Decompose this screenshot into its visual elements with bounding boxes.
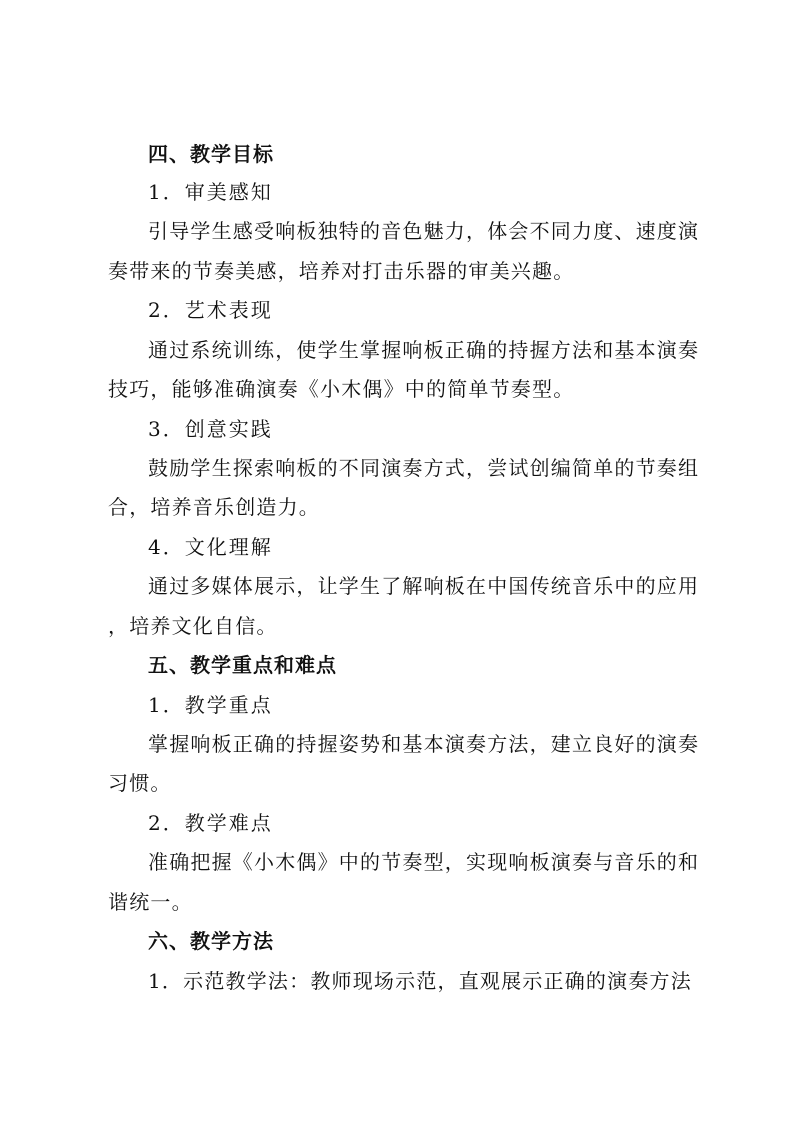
paragraph-line: 鼓励学生探索响板的不同演奏方式，尝试创编简单的节奏组	[148, 456, 700, 480]
subheading-cultural-understanding: 4．文化理解	[148, 535, 273, 559]
subheading-creative-practice: 3．创意实践	[148, 417, 273, 441]
paragraph-line: 合，培养音乐创造力。	[108, 495, 320, 519]
paragraph-line: 1．示范教学法：教师现场示范，直观展示正确的演奏方法	[148, 969, 692, 993]
paragraph-line: 准确把握《小木偶》中的节奏型，实现响板演奏与音乐的和	[148, 850, 700, 874]
subheading-difficulty: 2．教学难点	[148, 811, 273, 835]
paragraph-line: 掌握响板正确的持握姿势和基本演奏方法，建立良好的演奏	[148, 732, 700, 756]
subheading-aesthetic-perception: 1．审美感知	[148, 180, 273, 204]
paragraph-line: 引导学生感受响板独特的音色魅力，体会不同力度、速度演	[148, 219, 700, 243]
paragraph-line: 习惯。	[108, 771, 172, 795]
paragraph-line: 通过系统训练，使学生掌握响板正确的持握方法和基本演奏	[148, 338, 700, 362]
subheading-artistic-expression: 2．艺术表现	[148, 298, 273, 322]
paragraph-line: 谐统一。	[108, 890, 193, 914]
paragraph-line: 奏带来的节奏美感，培养对打击乐器的审美兴趣。	[108, 259, 575, 283]
subheading-key-focus: 1．教学重点	[148, 693, 273, 717]
paragraph-line: 通过多媒体展示，让学生了解响板在中国传统音乐中的应用	[148, 574, 700, 598]
paragraph-line: 技巧，能够准确演奏《小木偶》中的简单节奏型。	[108, 377, 575, 401]
paragraph-line: ，培养文化自信。	[108, 614, 278, 638]
section-heading-key-points: 五、教学重点和难点	[148, 653, 337, 677]
section-heading-teaching-methods: 六、教学方法	[148, 929, 274, 953]
section-heading-teaching-goals: 四、教学目标	[148, 142, 274, 166]
